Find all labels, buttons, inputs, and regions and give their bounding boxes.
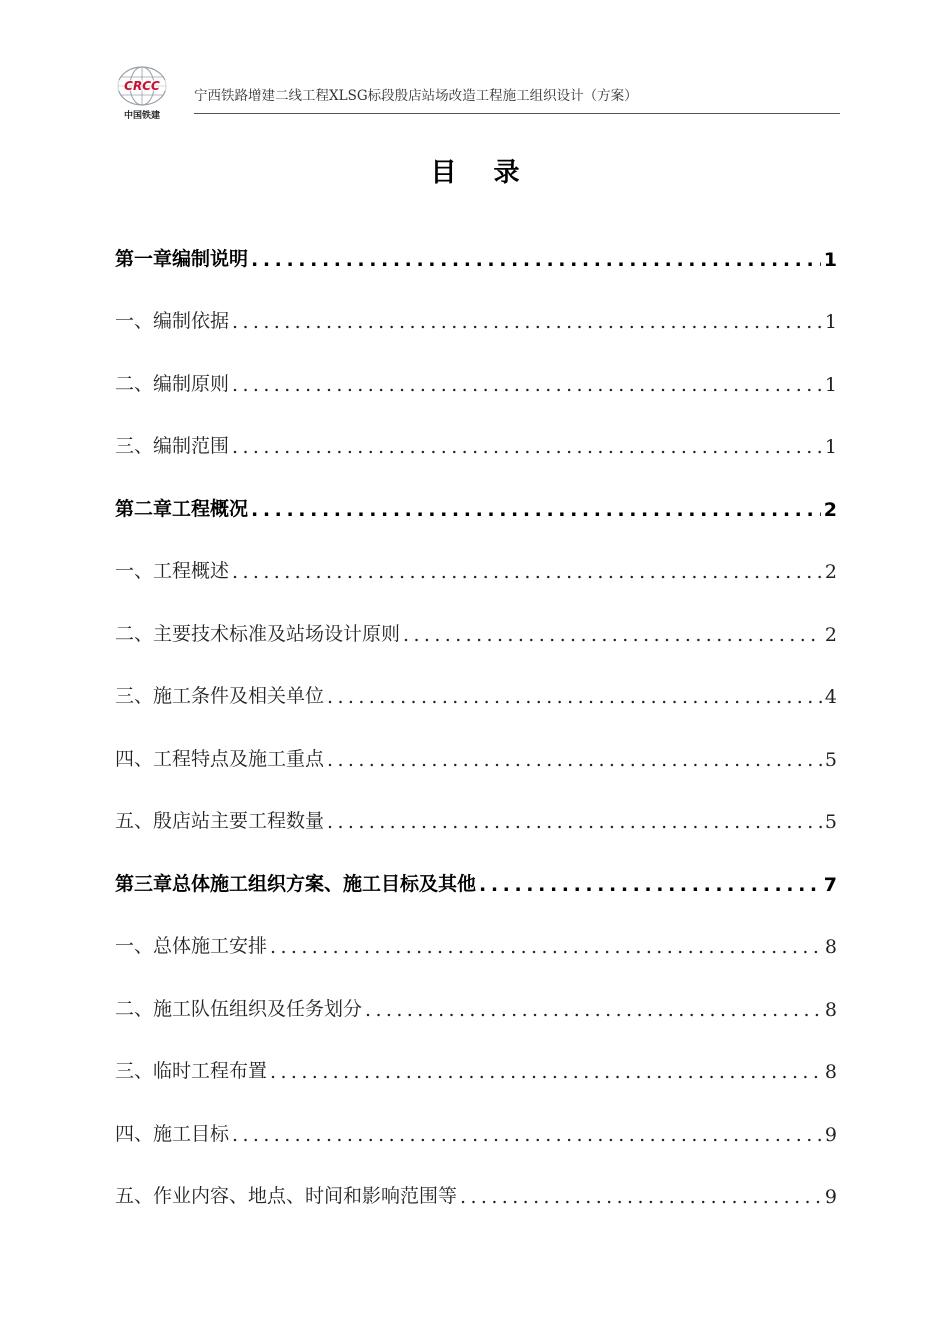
toc-page-number: 5 [824, 748, 837, 771]
toc-chapter-number: 第二章 [115, 497, 173, 520]
svg-text:中国铁建: 中国铁建 [123, 111, 161, 121]
toc-page-number: 8 [824, 1061, 837, 1083]
toc-dot-leader [232, 561, 822, 583]
crcc-logo [110, 64, 174, 124]
toc-chapter-row[interactable] [115, 210, 837, 273]
toc-section-row[interactable] [115, 898, 837, 961]
toc-chapter-row[interactable] [115, 835, 837, 898]
toc-page-number: 1 [824, 436, 837, 458]
header-divider [194, 113, 840, 114]
toc-section-row[interactable] [115, 585, 837, 648]
toc-page-number: 9 [824, 1123, 837, 1146]
toc-page-number: 4 [824, 686, 837, 708]
toc-section-row[interactable] [115, 1023, 837, 1086]
toc-dot-leader [460, 1186, 822, 1208]
toc-entry-label: 一、总体施工安排 [115, 935, 268, 957]
toc-entry-label: 一、工程概述 [115, 560, 230, 582]
toc-dot-leader [365, 999, 822, 1021]
toc-dot-leader [327, 811, 822, 833]
toc-dot-leader [270, 1061, 822, 1083]
toc-entry-label: 二、施工队伍组织及任务划分 [115, 997, 363, 1020]
page-title: 目 录 [430, 158, 534, 188]
toc-section-row[interactable] [115, 1148, 837, 1211]
toc-dot-leader [270, 936, 822, 958]
toc-section-row[interactable] [115, 960, 837, 1023]
toc-chapter-number: 第一章 [115, 247, 173, 270]
toc-entry-label: 编制说明 [172, 247, 249, 270]
toc-page-number: 5 [824, 811, 837, 833]
toc-entry-label: 二、编制原则 [115, 372, 230, 395]
toc-section-row[interactable] [115, 710, 837, 773]
toc-page-number: 2 [824, 561, 837, 583]
toc-page-number: 2 [823, 498, 837, 521]
toc-page-number: 7 [823, 873, 837, 896]
toc-page-number: 9 [824, 1186, 837, 1208]
toc-page-number: 2 [824, 623, 837, 646]
toc-dot-leader [479, 874, 821, 896]
toc-page-number: 1 [824, 311, 837, 333]
toc-chapter-number: 第三章 [115, 872, 173, 895]
toc-section-row[interactable] [115, 398, 837, 461]
table-of-contents [115, 210, 837, 1210]
toc-entry-label: 三、临时工程布置 [115, 1060, 268, 1082]
toc-section-row[interactable] [115, 335, 837, 398]
toc-entry-label: 五、作业内容、地点、时间和影响范围等 [115, 1185, 458, 1207]
toc-entry-label: 四、工程特点及施工重点 [115, 747, 325, 770]
toc-entry-label: 三、编制范围 [115, 435, 230, 457]
toc-page-number: 1 [823, 248, 837, 271]
page-header [110, 64, 840, 124]
toc-section-row[interactable] [115, 1085, 837, 1148]
toc-entry-label: 四、施工目标 [115, 1122, 230, 1145]
toc-dot-leader [232, 1124, 822, 1146]
toc-dot-leader [232, 374, 822, 396]
toc-entry-label: 三、施工条件及相关单位 [115, 685, 325, 707]
toc-dot-leader [327, 749, 822, 771]
toc-entry-label: 一、编制依据 [115, 310, 230, 332]
toc-section-row[interactable] [115, 773, 837, 836]
toc-entry-label: 五、殷店站主要工程数量 [115, 810, 325, 832]
toc-entry-label: 工程概况 [172, 497, 249, 520]
toc-dot-leader [251, 249, 821, 271]
toc-page-number: 8 [824, 936, 837, 958]
toc-page-number: 8 [824, 998, 837, 1021]
toc-chapter-row[interactable] [115, 460, 837, 523]
toc-dot-leader [251, 499, 821, 521]
svg-text:CRCC: CRCC [124, 79, 160, 93]
toc-section-row[interactable] [115, 273, 837, 336]
toc-dot-leader [403, 624, 822, 646]
toc-dot-leader [232, 436, 822, 458]
toc-page-number: 1 [824, 373, 837, 396]
toc-dot-leader [327, 686, 822, 708]
toc-section-row[interactable] [115, 648, 837, 711]
toc-section-row[interactable] [115, 523, 837, 586]
toc-entry-label: 二、主要技术标准及站场设计原则 [115, 622, 401, 645]
toc-dot-leader [232, 311, 822, 333]
toc-entry-label: 总体施工组织方案、施工目标及其他 [172, 872, 477, 895]
header-title: 宁西铁路增建二线工程XLSG标段殷店站场改造工程施工组织设计（方案） [194, 88, 638, 104]
